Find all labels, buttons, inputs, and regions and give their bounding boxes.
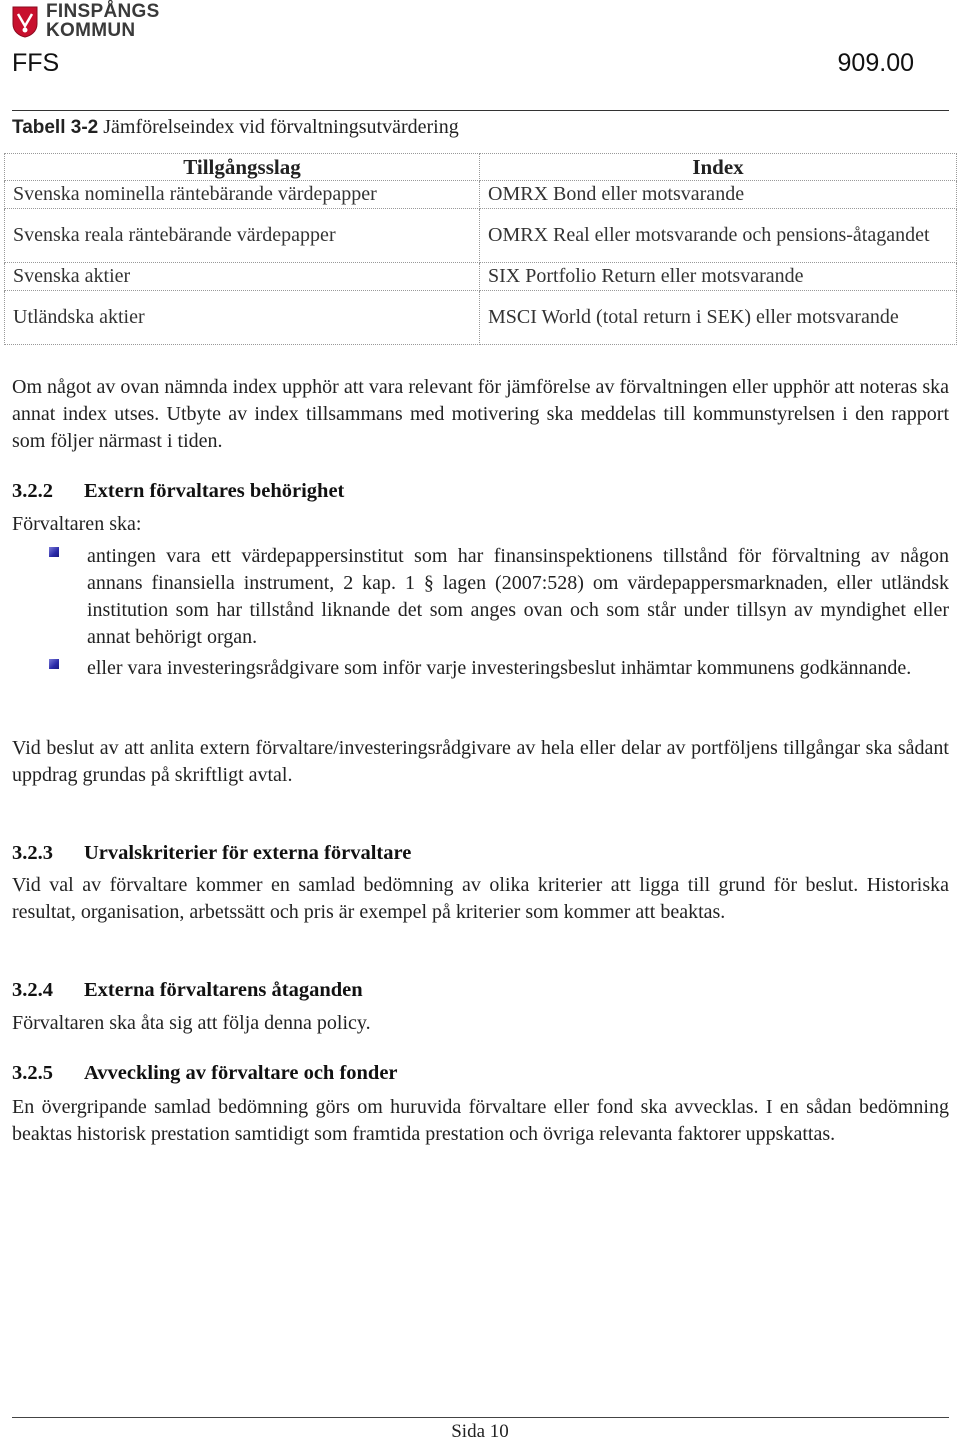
table-cell-index: SIX Portfolio Return eller motsvarande: [480, 263, 957, 291]
section-closing-paragraph: Vid beslut av att anlita extern förvaltare/investeringsrådgivare av hela eller delar av portföljens tillgångar ska sådant uppdrag grundas på skriftligt avtal.: [12, 737, 949, 786]
document-code: FFS: [12, 49, 60, 77]
section-title: Extern förvaltares behörighet: [84, 480, 345, 502]
table-cell-index: OMRX Real eller motsvarande och pensions-åtagandet: [480, 209, 957, 263]
section-heading-3-2-3: [12, 842, 411, 865]
table-cell-index: MSCI World (total return i SEK) eller motsvarande: [480, 291, 957, 345]
list-item: [12, 655, 949, 682]
section-paragraph: Vid val av förvaltare kommer en samlad bedömning av olika kriterier att ligga till grund för beslut. Historiska resultat, organisation, arbetssätt och pris är exempel på kriterier som kommer att beaktas.: [12, 874, 949, 923]
table-caption-label: Tabell 3-2: [12, 117, 99, 138]
table-caption-text: Jämförelseindex vid förvaltningsutvärdering: [103, 116, 459, 138]
requirements-list: [12, 543, 949, 686]
section-intro: Förvaltaren ska:: [12, 513, 142, 535]
table-cell-asset: Svenska nominella räntebärande värdepapper: [5, 181, 480, 209]
municipality-logo: [12, 2, 212, 42]
section-title: Avveckling av förvaltare och fonder: [84, 1062, 398, 1084]
section-number: 3.2.4: [12, 979, 53, 1001]
table-cell-asset: Utländska aktier: [5, 291, 480, 345]
page-number: Sida 10: [451, 1421, 509, 1442]
table-row: [5, 181, 957, 209]
header-divider: [12, 110, 949, 111]
square-bullet-icon: [49, 659, 59, 669]
section-title: Externa förvaltarens åtaganden: [84, 979, 363, 1001]
logo-text-line1: FINSPÅNGS: [46, 1, 160, 22]
index-replacement-paragraph: Om något av ovan nämnda index upphör att vara relevant för jämförelse av förvaltningen eller upphör att noteras ska annat index utses. Utbyte av index tillsammans med motivering ska meddelas till kommunstyrelsen i den rapport som följer närmast i tiden.: [12, 376, 949, 452]
section-heading-3-2-4: [12, 979, 363, 1002]
list-item-text: antingen vara ett värdepappersinstitut som har finansinspektionens tillstånd för förvaltning av någon annans finansiella instrument, 2 kap. 1 § lagen (2007:528) om värdepappersmarknaden, eller utländsk institution som har tillstånd liknande det som anges ovan och som står under tillsyn av myndighet eller annat behörigt organ.: [87, 545, 949, 648]
table-cell-index: OMRX Bond eller motsvarande: [480, 181, 957, 209]
table-row: [5, 263, 957, 291]
table-row: [5, 209, 957, 263]
section-paragraph: Förvaltaren ska åta sig att följa denna policy.: [12, 1012, 371, 1034]
table-header-index: Index: [480, 154, 957, 181]
square-bullet-icon: [49, 547, 59, 557]
footer-divider: [12, 1417, 949, 1418]
table-row: [5, 291, 957, 345]
table-cell-asset: Svenska aktier: [5, 263, 480, 291]
list-item-text: eller vara investeringsrådgivare som inför varje investeringsbeslut inhämtar kommunens godkännande.: [87, 657, 912, 679]
section-heading-3-2-5: [12, 1062, 398, 1085]
section-number: 3.2.5: [12, 1062, 53, 1084]
logo-text-line2: KOMMUN: [46, 20, 136, 41]
section-paragraph: En övergripande samlad bedömning görs om huruvida förvaltare eller fond ska avvecklas. I en sådan bedömning beaktas historisk prestation samtidigt som framtida prestation och övriga relevanta faktorer uppskattas.: [12, 1096, 949, 1145]
table-header-asset-class: Tillgångsslag: [5, 154, 480, 181]
section-number: 3.2.2: [12, 480, 53, 502]
section-number: 3.2.3: [12, 842, 53, 864]
table-cell-asset: Svenska reala räntebärande värdepapper: [5, 209, 480, 263]
document-number: 909.00: [837, 49, 914, 77]
coat-of-arms-icon: [12, 6, 38, 38]
table-caption: [12, 116, 459, 139]
section-title: Urvalskriterier för externa förvaltare: [84, 842, 412, 864]
section-heading-3-2-2: [12, 480, 344, 503]
list-item: [12, 543, 949, 651]
comparison-index-table: [4, 153, 957, 345]
